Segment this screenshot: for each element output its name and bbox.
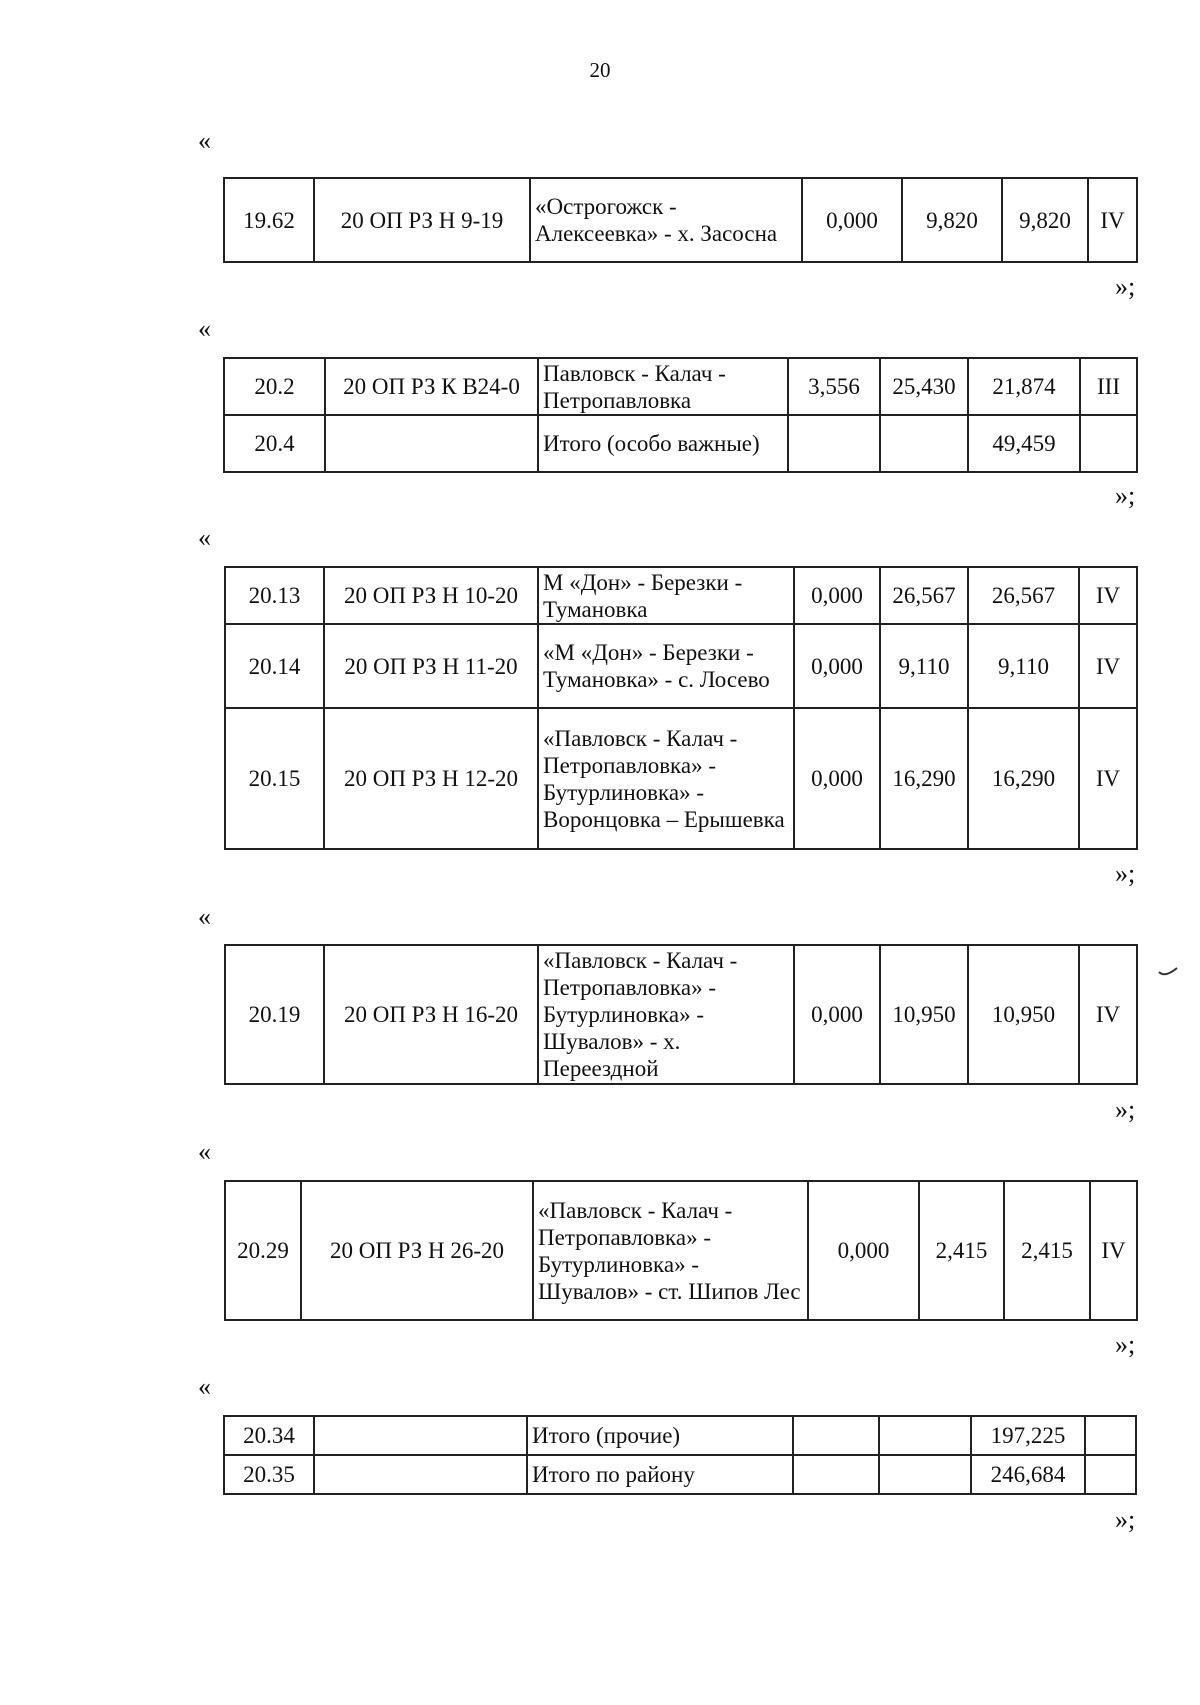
length-km: 10,950 (968, 945, 1079, 1084)
road-table-1 (223, 177, 1138, 263)
opening-quote: « (198, 1137, 211, 1166)
road-code: 20 ОП РЗ К В24-0 (325, 358, 538, 415)
road-name: Павловск - Калач - Петропавловка (538, 358, 788, 415)
end-km (880, 415, 968, 472)
start-km (793, 1416, 879, 1455)
table-row (224, 415, 1137, 472)
road-table-6 (223, 1415, 1137, 1495)
table-row (224, 1416, 1136, 1455)
road-name: «Павловск - Калач - Петропавловка» - Бутурлиновка» - Шувалов» - х. Переездной (538, 945, 794, 1084)
start-km (793, 1455, 879, 1494)
road-table-2 (223, 357, 1138, 473)
road-name: «Острогожск - Алексеевка» - х. Засосна (530, 178, 802, 262)
road-category (1085, 1455, 1136, 1494)
length-km: 21,874 (968, 358, 1080, 415)
road-code: 20 ОП РЗ Н 9-19 (314, 178, 530, 262)
opening-quote: « (198, 314, 211, 343)
closing-quote: »; (1115, 1330, 1136, 1359)
table-row (224, 358, 1137, 415)
start-km: 0,000 (808, 1181, 919, 1320)
end-km (879, 1455, 971, 1494)
end-km: 9,820 (902, 178, 1002, 262)
road-category: IV (1079, 567, 1137, 624)
row-number: 20.19 (225, 945, 324, 1084)
row-number: 20.15 (225, 708, 324, 849)
road-code: 20 ОП РЗ Н 26-20 (301, 1181, 533, 1320)
row-number: 20.35 (224, 1455, 314, 1494)
road-code (314, 1455, 527, 1494)
closing-quote: »; (1115, 1505, 1136, 1534)
length-km: 246,684 (971, 1455, 1085, 1494)
closing-quote: »; (1115, 272, 1136, 301)
road-code (314, 1416, 527, 1455)
row-number: 20.34 (224, 1416, 314, 1455)
row-number: 20.2 (224, 358, 325, 415)
row-number: 20.29 (225, 1181, 301, 1320)
end-km: 2,415 (919, 1181, 1004, 1320)
length-km: 197,225 (971, 1416, 1085, 1455)
table-row (224, 178, 1137, 262)
road-table-5 (224, 1180, 1138, 1321)
end-km: 26,567 (880, 567, 968, 624)
end-km: 25,430 (880, 358, 968, 415)
end-km: 16,290 (880, 708, 968, 849)
road-category: III (1080, 358, 1137, 415)
length-km: 2,415 (1004, 1181, 1090, 1320)
road-category: IV (1079, 945, 1137, 1084)
page-number: 20 (589, 58, 611, 82)
opening-quote: « (198, 902, 211, 931)
start-km: 0,000 (802, 178, 902, 262)
start-km: 0,000 (794, 624, 880, 708)
road-code: 20 ОП РЗ Н 16-20 (324, 945, 538, 1084)
opening-quote: « (198, 126, 211, 155)
length-km: 16,290 (968, 708, 1079, 849)
row-number: 19.62 (224, 178, 314, 262)
table-row (225, 945, 1137, 1084)
table-row (225, 708, 1137, 849)
road-category: IV (1088, 178, 1137, 262)
road-table-3 (224, 566, 1138, 850)
row-number: 20.4 (224, 415, 325, 472)
length-km: 9,820 (1002, 178, 1088, 262)
start-km: 0,000 (794, 708, 880, 849)
road-code: 20 ОП РЗ Н 11-20 (324, 624, 538, 708)
row-number: 20.14 (225, 624, 324, 708)
road-table-4 (224, 944, 1138, 1085)
table-row (225, 624, 1137, 708)
road-name: «М «Дон» - Березки - Тумановка» - с. Лосево (538, 624, 794, 708)
road-code (325, 415, 538, 472)
road-category (1085, 1416, 1136, 1455)
road-code: 20 ОП РЗ Н 12-20 (324, 708, 538, 849)
road-code: 20 ОП РЗ Н 10-20 (324, 567, 538, 624)
closing-quote: »; (1115, 481, 1136, 510)
end-km (879, 1416, 971, 1455)
road-name: Итого (прочие) (527, 1416, 793, 1455)
table-row (225, 1181, 1137, 1320)
length-km: 9,110 (968, 624, 1079, 708)
length-km: 49,459 (968, 415, 1080, 472)
pen-tick-mark (1157, 966, 1179, 980)
road-category: IV (1079, 708, 1137, 849)
road-name: Итого (особо важные) (538, 415, 788, 472)
length-km: 26,567 (968, 567, 1079, 624)
road-category: IV (1090, 1181, 1137, 1320)
start-km (788, 415, 880, 472)
end-km: 10,950 (880, 945, 968, 1084)
start-km: 0,000 (794, 945, 880, 1084)
end-km: 9,110 (880, 624, 968, 708)
row-number: 20.13 (225, 567, 324, 624)
closing-quote: »; (1115, 859, 1136, 888)
opening-quote: « (198, 523, 211, 552)
table-row (224, 1455, 1136, 1494)
road-category: IV (1079, 624, 1137, 708)
road-name: «Павловск - Калач - Петропавловка» - Бутурлиновка» - Воронцовка – Ерышевка (538, 708, 794, 849)
opening-quote: « (198, 1372, 211, 1401)
closing-quote: »; (1115, 1095, 1136, 1124)
road-name: Итого по району (527, 1455, 793, 1494)
road-name: М «Дон» - Березки - Тумановка (538, 567, 794, 624)
road-name: «Павловск - Калач - Петропавловка» - Бутурлиновка» - Шувалов» - ст. Шипов Лес (533, 1181, 808, 1320)
start-km: 3,556 (788, 358, 880, 415)
start-km: 0,000 (794, 567, 880, 624)
table-row (225, 567, 1137, 624)
road-category (1080, 415, 1137, 472)
